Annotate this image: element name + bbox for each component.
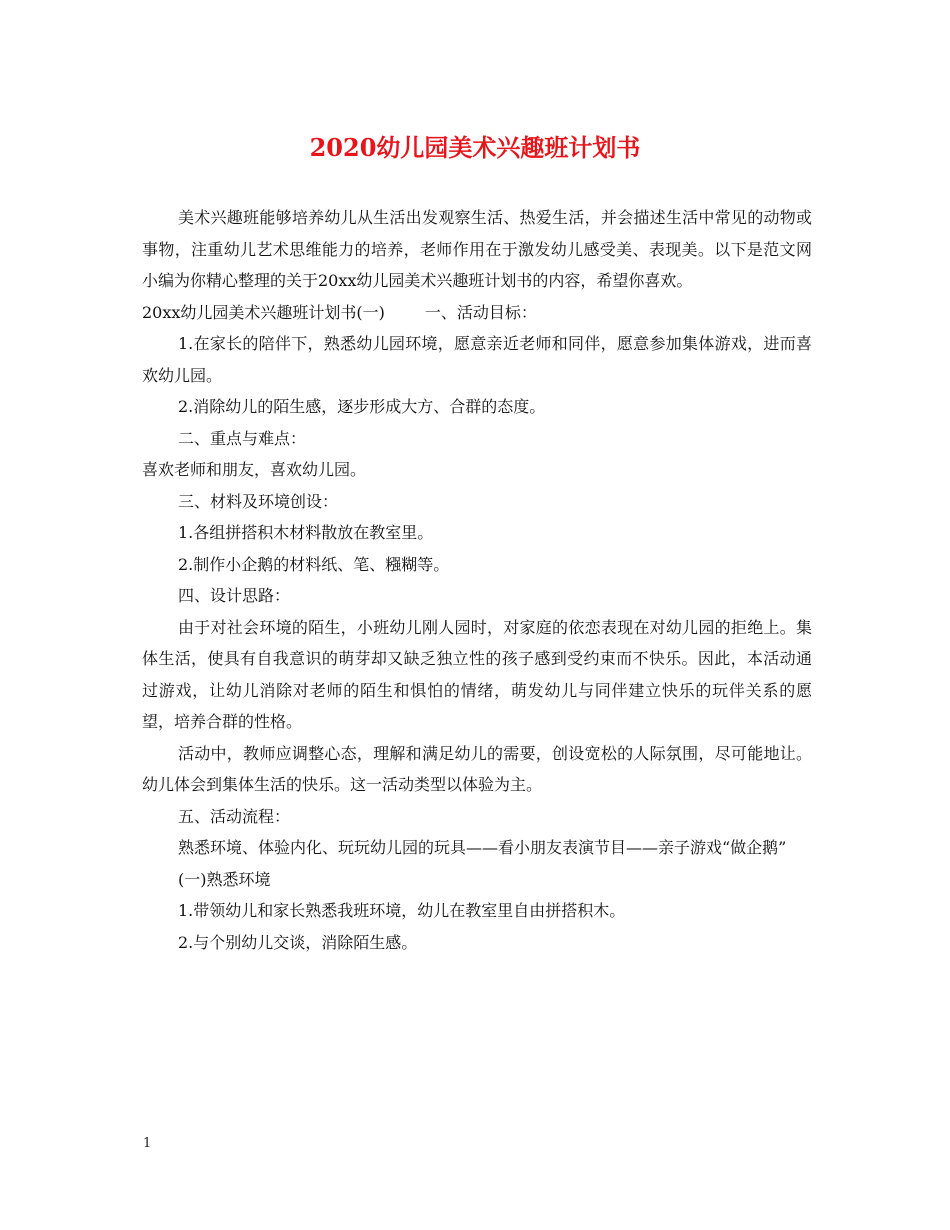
materials-item-1: 1.各组拼搭积木材料散放在教室里。	[178, 523, 434, 542]
key-points-text: 喜欢老师和朋友，喜欢幼儿园。	[142, 460, 367, 479]
document-body	[142, 202, 812, 958]
document-title: 2020幼儿园美术兴趣班计划书	[309, 133, 641, 162]
key-points-heading: 二、重点与难点：	[178, 428, 307, 448]
section-heading-line	[142, 297, 812, 329]
process-heading: 五、活动流程：	[178, 806, 291, 826]
page-number: 1	[143, 1136, 152, 1151]
goal-item-1: 1.在家长的陪伴下，熟悉幼儿园环境，愿意亲近老师和同伴，愿意参加集体游戏，进而喜欢幼儿园。	[142, 334, 812, 385]
materials-heading: 三、材料及环境创设：	[178, 491, 339, 511]
step-1-item-1: 1.带领幼儿和家长熟悉我班环境，幼儿在教室里自由拼搭积木。	[178, 901, 626, 920]
activity-note-paragraph: 活动中，教师应调整心态，理解和满足幼儿的需要，创设宽松的人际氛围，尽可能地让。幼儿体会到集体生活的快乐。这一活动类型以体验为主。	[142, 743, 812, 794]
intro-paragraph: 美术兴趣班能够培养幼儿从生活出发观察生活、热爱生活，并会描述生活中常见的动物或事物，注重幼儿艺术思维能力的培养，老师作用在于激发幼儿感受美、表现美。以下是范文网小编为你精心整理的关于20xx幼儿园美术兴趣班计划书的内容，希望你喜欢。	[142, 208, 812, 290]
process-flow-paragraph: 熟悉环境、体验内化、玩玩幼儿园的玩具——看小朋友表演节目——亲子游戏“做企鹅”	[178, 838, 787, 857]
design-paragraph: 由于对社会环境的陌生，小班幼儿刚人园时，对家庭的依恋表现在对幼儿园的拒绝上。集体生活，使具有自我意识的萌芽却又缺乏独立性的孩子感到受约束而不快乐。因此，本活动通过游戏，让幼儿消除对老师的陌生和惧怕的情绪，萌发幼儿与同伴建立快乐的玩伴关系的愿望，培养合群的性格。	[142, 617, 812, 731]
section-heading: 20xx幼儿园美术兴趣班计划书(一)	[142, 302, 385, 322]
step-1-item-2: 2.与个别幼儿交谈，消除陌生感。	[178, 932, 418, 952]
step-1-heading: (一)熟悉环境	[178, 869, 271, 889]
materials-item-2: 2.制作小企鹅的材料纸、笔、糨糊等。	[178, 554, 450, 574]
activity-goals-heading: 一、活动目标：	[424, 302, 537, 322]
design-heading: 四、设计思路：	[178, 586, 291, 605]
goal-item-2: 2.消除幼儿的陌生感，逐步形成大方、合群的态度。	[178, 397, 546, 416]
